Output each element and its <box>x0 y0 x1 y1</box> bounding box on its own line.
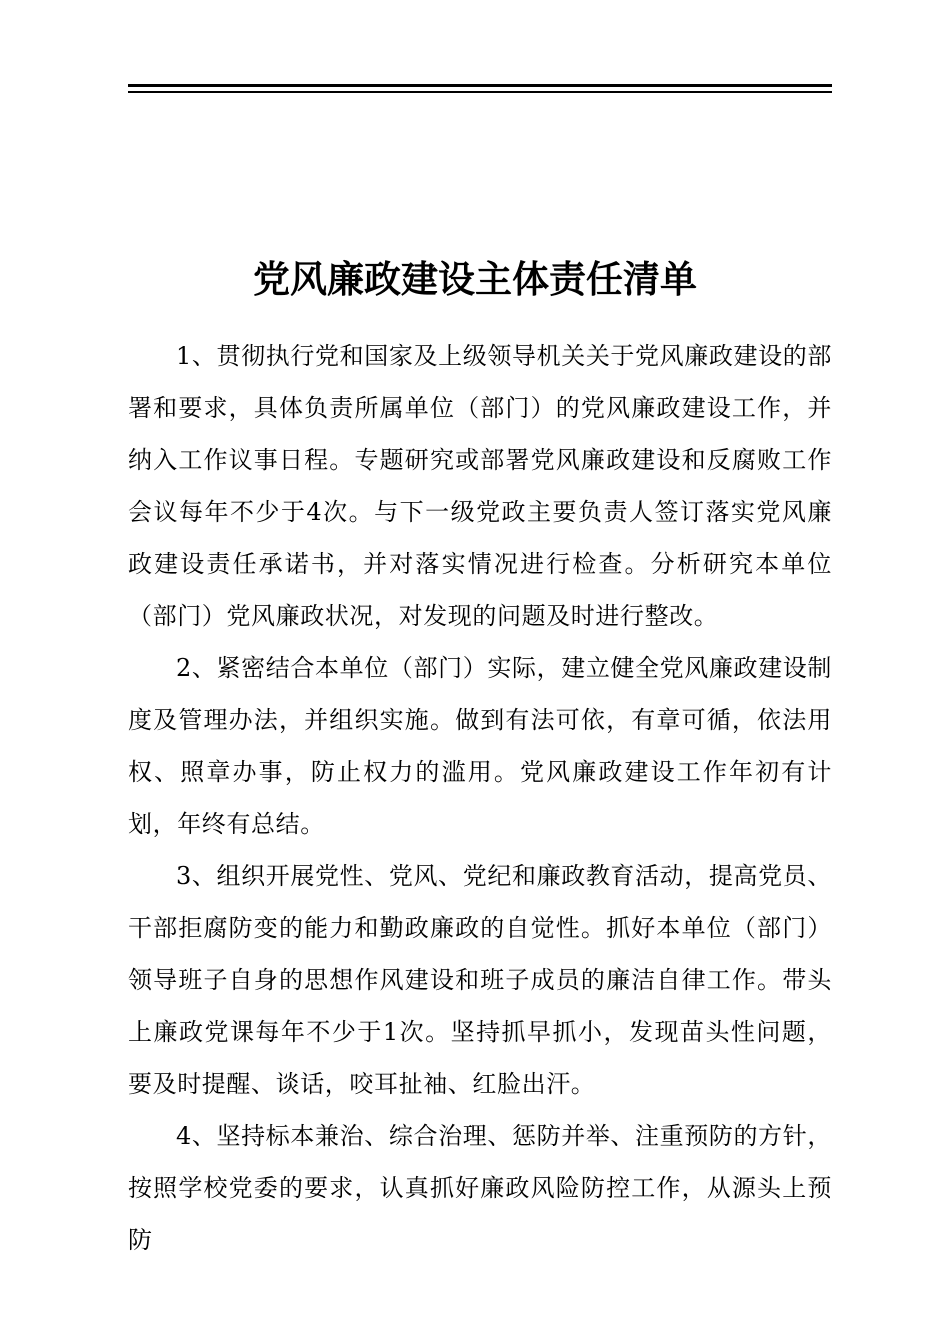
document-title: 党风廉政建设主体责任清单 <box>253 256 697 301</box>
header-rule-thin <box>128 91 832 93</box>
document-body <box>128 330 832 1266</box>
paragraph-2: 2、紧密结合本单位（部门）实际，建立健全党风廉政建设制度及管理办法，并组织实施。做到有法可依，有章可循，依法用权、照章办事，防止权力的滥用。党风廉政建设工作年初有计划，年终有总结。 <box>128 654 832 838</box>
header-rule-thick <box>128 84 832 87</box>
paragraph-1: 1、贯彻执行党和国家及上级领导机关关于党风廉政建设的部署和要求，具体负责所属单位（部门）的党风廉政建设工作，并纳入工作议事日程。专题研究或部署党风廉政建设和反腐败工作会议每年不少于4次。与下一级党政主要负责人签订落实党风廉政建设责任承诺书，并对落实情况进行检查。分析研究本单位（部门）党风廉政状况，对发现的问题及时进行整改。 <box>128 342 832 630</box>
paragraph-3: 3、组织开展党性、党风、党纪和廉政教育活动，提高党员、干部拒腐防变的能力和勤政廉政的自觉性。抓好本单位（部门）领导班子自身的思想作风建设和班子成员的廉洁自律工作。带头上廉政党课每年不少于1次。坚持抓早抓小，发现苗头性问题，要及时提醒、谈话，咬耳扯袖、红脸出汗。 <box>128 862 832 1098</box>
paragraph-4: 4、坚持标本兼治、综合治理、惩防并举、注重预防的方针，按照学校党委的要求，认真抓好廉政风险防控工作，从源头上预防 <box>128 1122 832 1254</box>
